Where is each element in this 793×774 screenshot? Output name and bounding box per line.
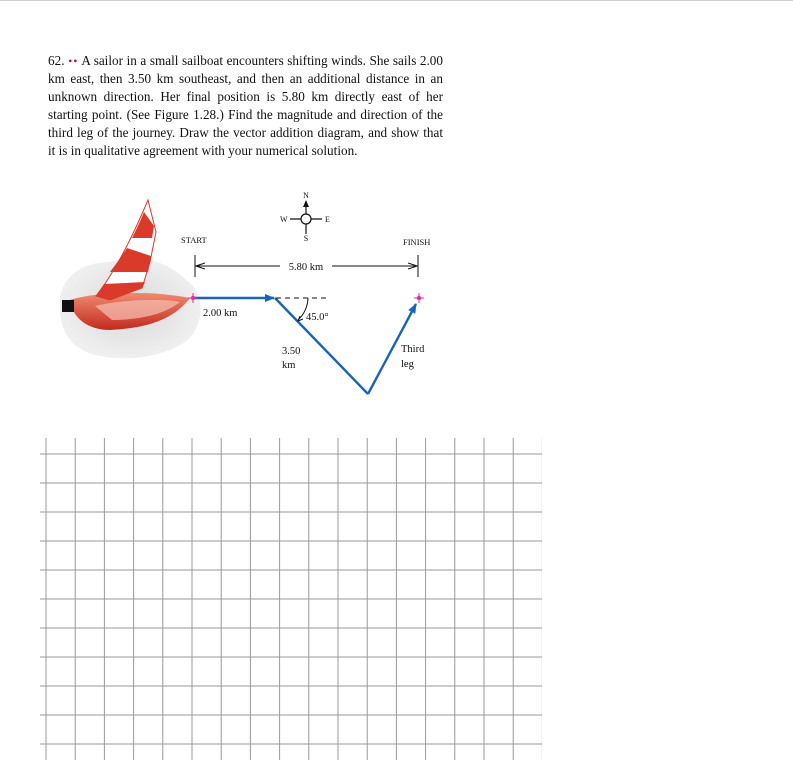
difficulty-dots: •• bbox=[68, 54, 79, 68]
start-label: START bbox=[181, 235, 207, 245]
sailboat-illustration bbox=[60, 200, 201, 358]
problem-statement: A sailor in a small sailboat encounters shifting winds. She sails 2.00 km east, then 3.50 km southeast, and then an additional distance in an unknown direction. Her final position is 5.80 km directly east of her starting point. (See Figure 1.28.) Find the magnitude and direction of the third leg of the journey. Draw the vector addition diagram, and show that it is in qualitative agreement with your numerical solution. bbox=[48, 53, 443, 158]
finish-label: FINISH bbox=[403, 237, 431, 247]
total-distance-label: 5.80 km bbox=[288, 262, 324, 273]
angle-label: 45.0° bbox=[306, 312, 329, 323]
total-displacement-dimension bbox=[195, 255, 418, 277]
leg3-label-line2: leg bbox=[401, 359, 414, 370]
compass-east-label: E bbox=[325, 215, 330, 224]
compass-north-label: N bbox=[303, 191, 309, 200]
compass-south-label: S bbox=[303, 234, 309, 243]
leg3-label-line1: Third bbox=[401, 344, 425, 355]
compass-west-label: W bbox=[280, 215, 288, 224]
leg2-unit-label: km bbox=[282, 360, 296, 371]
problem-number: 62. bbox=[48, 53, 65, 68]
leg2-value-label: 3.50 bbox=[282, 346, 301, 357]
graph-paper-grid bbox=[40, 438, 542, 760]
compass-rose bbox=[280, 191, 330, 243]
leg1-label: 2.00 km bbox=[203, 308, 238, 319]
